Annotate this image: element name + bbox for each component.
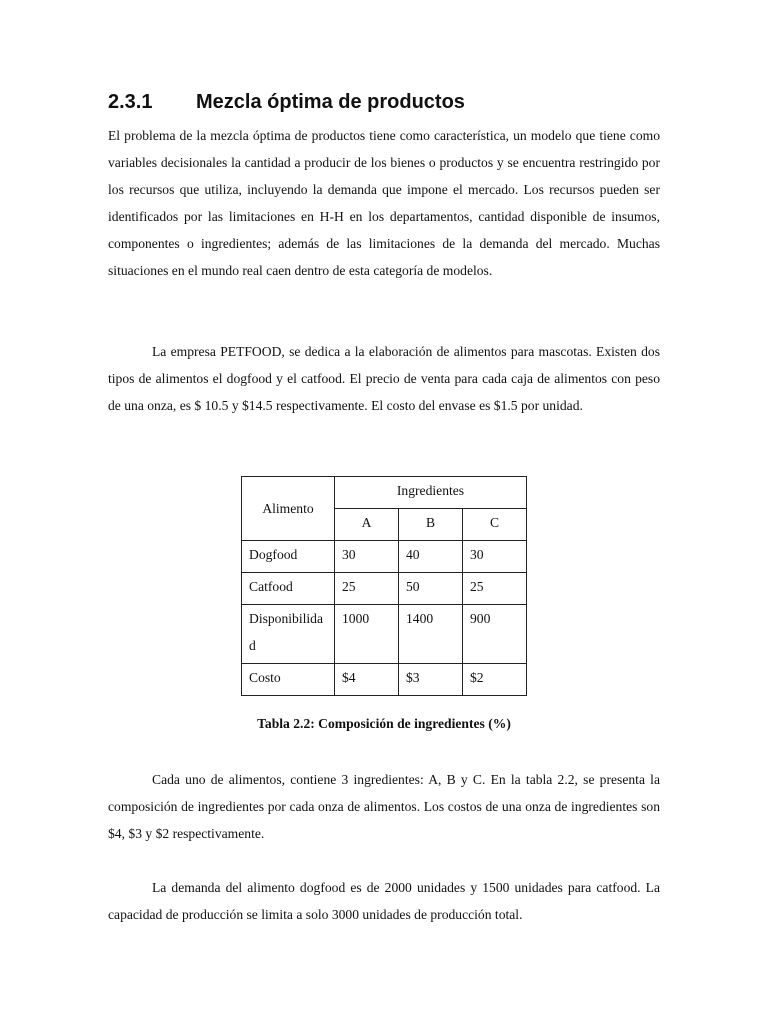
table-caption: Tabla 2.2: Composición de ingredientes (%) — [257, 716, 511, 731]
table-row-label: Dogfood — [242, 541, 335, 573]
table-cell: 25 — [335, 573, 399, 605]
table-row-label: Costo — [242, 664, 335, 696]
table-cell: 1000 — [335, 605, 399, 664]
table-cell: 30 — [463, 541, 527, 573]
section-number: 2.3.1 — [108, 91, 153, 113]
table-cell: 30 — [335, 541, 399, 573]
table-row-header: Alimento — [242, 477, 335, 541]
table-cell: 1400 — [399, 605, 463, 664]
table-cell: $3 — [399, 664, 463, 696]
section-title: Mezcla óptima de productos — [196, 91, 465, 113]
table-cell: $2 — [463, 664, 527, 696]
table-row — [242, 605, 527, 664]
paragraph-ingredients: Cada uno de alimentos, contiene 3 ingredientes: A, B y C. En la tabla 2.2, se presenta la composición de ingredientes por cada onza de alimentos. Los costos de una onza de ingredientes son $4, $3 y $2 respectivamente. — [108, 772, 660, 841]
table-group-header: Ingredientes — [335, 477, 527, 509]
paragraph-demand: La demanda del alimento dogfood es de 2000 unidades y 1500 unidades para catfood. La capacidad de producción se limita a solo 3000 unidades de producción total. — [108, 880, 660, 922]
table-row-label: Catfood — [242, 573, 335, 605]
table-cell: $4 — [335, 664, 399, 696]
section-heading — [108, 91, 465, 114]
table-cell: 900 — [463, 605, 527, 664]
table-column-header: A — [335, 509, 399, 541]
ingredients-table — [241, 476, 527, 696]
table-column-header: B — [399, 509, 463, 541]
table-row — [242, 541, 527, 573]
table-row-label: Disponibilidad — [242, 605, 335, 664]
table-cell: 25 — [463, 573, 527, 605]
table-row — [242, 664, 527, 696]
table-column-header: C — [463, 509, 527, 541]
paragraph-intro: El problema de la mezcla óptima de productos tiene como característica, un modelo que tiene como variables decisionales la cantidad a producir de los bienes o productos y se encuentra restringido por los recursos que utiliza, incluyendo la demanda que impone el mercado. Los recursos pueden ser identificados por las limitaciones en H-H en los departamentos, cantidad disponible de insumos, componentes o ingredientes; además de las limitaciones de la demanda del mercado. Muchas situaciones en el mundo real caen dentro de esta categoría de modelos. — [108, 128, 660, 278]
paragraph-petfood: La empresa PETFOOD, se dedica a la elaboración de alimentos para mascotas. Existen dos tipos de alimentos el dogfood y el catfood. El precio de venta para cada caja de alimentos con peso de una onza, es $ 10.5 y $14.5 respectivamente. El costo del envase es $1.5 por unidad. — [108, 344, 660, 413]
table-cell: 50 — [399, 573, 463, 605]
table-cell: 40 — [399, 541, 463, 573]
table-row — [242, 573, 527, 605]
